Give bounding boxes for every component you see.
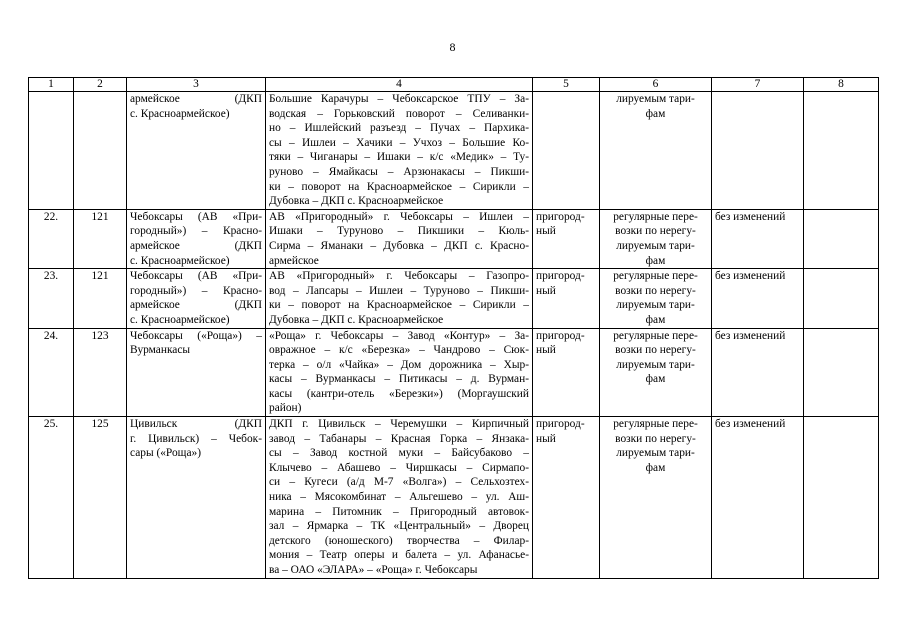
transport-mode-cell — [600, 92, 712, 210]
table-row — [29, 269, 879, 328]
table-row — [29, 92, 879, 210]
row-number-cell-text: 25. — [43, 418, 59, 431]
route-name-cell-line: с. Красноармейское) — [130, 313, 230, 326]
route-path-cell-line: Клычево – Абашево – Чиршкасы – Сирмапо- — [269, 461, 529, 474]
row-number-cell — [29, 209, 74, 268]
table-row — [29, 328, 879, 417]
route-type-cell — [533, 417, 600, 579]
route-path-cell-line: марина – Питомник – Пригородный автовок- — [269, 505, 529, 518]
route-path-cell-line: АВ «Пригородный» г. Чебоксары – Газопро- — [269, 270, 529, 283]
header-cell-5: 5 — [533, 78, 600, 92]
route-name-cell-line: с. Красноармейское) — [130, 107, 230, 120]
route-path-cell — [266, 209, 533, 268]
change-status-cell — [712, 92, 804, 210]
row-number-cell — [29, 417, 74, 579]
route-path-cell — [266, 269, 533, 328]
route-name-cell-line: сары («Роща») — [130, 447, 201, 460]
route-path-cell — [266, 328, 533, 417]
route-name-cell-line: Цивильск (ДКП — [130, 418, 262, 431]
change-status-cell — [712, 209, 804, 268]
table-body — [29, 78, 879, 579]
route-type-cell-text: пригород- ный — [536, 210, 585, 238]
extra-cell — [804, 269, 879, 328]
header-cell-4: 4 — [266, 78, 533, 92]
route-path-cell-line: Сирма – Яманаки – Дубовка – ДКП с. Красно- — [269, 239, 529, 252]
route-path-cell-line: касы (кантри-отель «Березки») (Моргаушский — [269, 387, 529, 400]
table-row — [29, 209, 879, 268]
transport-mode-cell — [600, 209, 712, 268]
transport-mode-cell-text: регулярные пере- возки по нерегу- лируемым тари- фам — [613, 210, 698, 267]
route-path-cell-line: тяки – Чиганары – Ишаки – к/с «Медик» – Ту- — [269, 151, 529, 164]
route-path-cell-line: зал – Ярмарка – ТК «Центральный» – Дворец — [269, 520, 529, 533]
route-name-cell — [127, 417, 266, 579]
route-path-cell-line: Дубовка – ДКП с. Красноармейское — [269, 195, 444, 208]
route-number-cell-text: 121 — [91, 270, 109, 283]
route-path-cell-line: вод – Лапсары – Ишлеи – Туруново – Пикши- — [269, 284, 529, 297]
route-name-cell — [127, 328, 266, 417]
transport-mode-cell-text: регулярные пере- возки по нерегу- лируемым тари- фам — [613, 329, 698, 386]
route-name-cell-line: городный») – Красно- — [130, 225, 262, 238]
route-number-cell — [74, 417, 127, 579]
route-path-cell-line: ки – поворот на Красноармейское – Сирикли – — [269, 180, 529, 193]
route-name-cell-line: армейское (ДКП — [130, 299, 262, 312]
route-number-cell-text: 121 — [91, 210, 109, 223]
route-path-cell — [266, 92, 533, 210]
route-path-cell-line: район) — [269, 402, 302, 415]
route-number-cell — [74, 92, 127, 210]
route-path-cell-line: завод – Табанары – Красная Горка – Янзака- — [269, 432, 529, 445]
route-path-cell-line: ника – Мясокомбинат – Альгешево – ул. Аш- — [269, 491, 529, 504]
row-number-cell — [29, 328, 74, 417]
extra-cell — [804, 417, 879, 579]
route-path-cell-line: «Роща» г. Чебоксары – Завод «Контур» – За- — [269, 329, 529, 342]
route-name-cell-line: Чебоксары (АВ «При- — [130, 270, 262, 283]
routes-table — [28, 77, 879, 579]
header-cell-3: 3 — [127, 78, 266, 92]
route-path-cell-line: руново – Ямайкасы – Арзюнакасы – Пикши- — [269, 165, 529, 178]
route-number-cell — [74, 269, 127, 328]
route-path-cell-line: АВ «Пригородный» г. Чебоксары – Ишлеи – — [269, 210, 529, 223]
route-name-cell — [127, 269, 266, 328]
row-number-cell-text: 24. — [43, 329, 59, 342]
route-path-cell-line: сы – Ишлеи – Хачики – Учхоз – Большие Ко- — [269, 136, 529, 149]
route-number-cell — [74, 209, 127, 268]
transport-mode-cell-text: лируемым тари- фам — [616, 93, 695, 120]
extra-cell — [804, 209, 879, 268]
route-path-cell-line: детского (юношеского) творчества – Филар- — [269, 534, 529, 547]
route-path-cell-line: Большие Карачуры – Чебоксарское ТПУ – За- — [269, 93, 529, 105]
change-status-cell — [712, 328, 804, 417]
route-path-cell-line: Дубовка – ДКП с. Красноармейское — [269, 313, 444, 326]
route-type-cell-text: пригород- ный — [536, 418, 585, 445]
transport-mode-cell — [600, 328, 712, 417]
header-cell-2: 2 — [74, 78, 127, 92]
route-name-cell — [127, 209, 266, 268]
route-path-cell-line: Ишаки – Туруново – Пикшики – Кюль- — [269, 225, 529, 238]
route-type-cell — [533, 328, 600, 417]
table-header-row — [29, 78, 879, 92]
route-path-cell-line: но – Ишлейский разъезд – Пучах – Пархика- — [269, 122, 529, 135]
transport-mode-cell — [600, 269, 712, 328]
change-status-cell — [712, 417, 804, 579]
route-path-cell-line: терка – о/л «Чайка» – Дом дорожника – Хыр- — [269, 358, 529, 371]
route-path-cell — [266, 417, 533, 579]
route-type-cell-text: пригород- ный — [536, 270, 585, 297]
change-status-cell-text: без изменений — [715, 329, 786, 342]
route-name-cell-line: городный») – Красно- — [130, 284, 262, 297]
row-number-cell-text: 23. — [43, 270, 59, 283]
change-status-cell-text: без изменений — [715, 418, 786, 431]
route-name-cell-line: Чебоксары (АВ «При- — [130, 210, 262, 223]
route-type-cell — [533, 269, 600, 328]
transport-mode-cell-text: регулярные пере- возки по нерегу- лируемым тари- фам — [613, 418, 698, 474]
route-path-cell-line: касы – Вурманкасы – Питикасы – д. Вурман- — [269, 373, 529, 386]
change-status-cell — [712, 269, 804, 328]
header-cell-8: 8 — [804, 78, 879, 92]
table-row — [29, 417, 879, 579]
route-number-cell — [74, 328, 127, 417]
route-path-cell-line: ДКП г. Цивильск – Черемушки – Кирпичный — [269, 418, 529, 431]
change-status-cell-text: без изменений — [715, 270, 786, 283]
route-path-cell-line: си – Кугеси (а/д М-7 «Волга») – Сельхозтех- — [269, 476, 529, 489]
route-name-cell-line: с. Красноармейское) — [130, 254, 230, 267]
page-number: 8 — [449, 40, 456, 54]
route-name-cell — [127, 92, 266, 210]
route-path-cell-line: армейское — [269, 254, 319, 267]
route-path-cell-line: овражное – к/с «Березка» – Чандрово – Сюк- — [269, 344, 529, 357]
route-path-cell-line: водская – Горьковский поворот – Селиванки- — [269, 107, 529, 120]
route-name-cell-line: армейское (ДКП — [130, 239, 262, 252]
route-name-cell-line: г. Цивильск) – Чебок- — [130, 432, 262, 445]
route-path-cell-line: ва – ОАО «ЭЛАРА» – «Роща» г. Чебоксары — [269, 564, 478, 576]
route-name-cell-line: Чебоксары («Роща») – — [130, 329, 262, 342]
row-number-cell — [29, 92, 74, 210]
transport-mode-cell — [600, 417, 712, 579]
route-type-cell — [533, 209, 600, 268]
header-cell-7: 7 — [712, 78, 804, 92]
route-name-cell-line: Вурманкасы — [130, 344, 191, 357]
extra-cell — [804, 328, 879, 417]
route-number-cell-text: 125 — [91, 418, 109, 431]
transport-mode-cell-text: регулярные пере- возки по нерегу- лируемым тари- фам — [613, 270, 698, 326]
route-path-cell-line: сы – Завод костной муки – Байсубаково – — [269, 447, 529, 460]
route-path-cell-line: мония – Театр оперы и балета – ул. Афанасье- — [269, 549, 529, 562]
change-status-cell-text: без изменений — [715, 210, 786, 223]
route-number-cell-text: 123 — [91, 329, 109, 342]
row-number-cell — [29, 269, 74, 328]
route-type-cell — [533, 92, 600, 210]
route-path-cell-line: ки – поворот на Красноармейское – Сирикли – — [269, 299, 529, 312]
header-cell-1: 1 — [29, 78, 74, 92]
route-name-cell-line: армейское (ДКП — [130, 93, 262, 105]
header-cell-6: 6 — [600, 78, 712, 92]
row-number-cell-text: 22. — [43, 210, 59, 223]
extra-cell — [804, 92, 879, 210]
route-type-cell-text: пригород- ный — [536, 329, 585, 357]
